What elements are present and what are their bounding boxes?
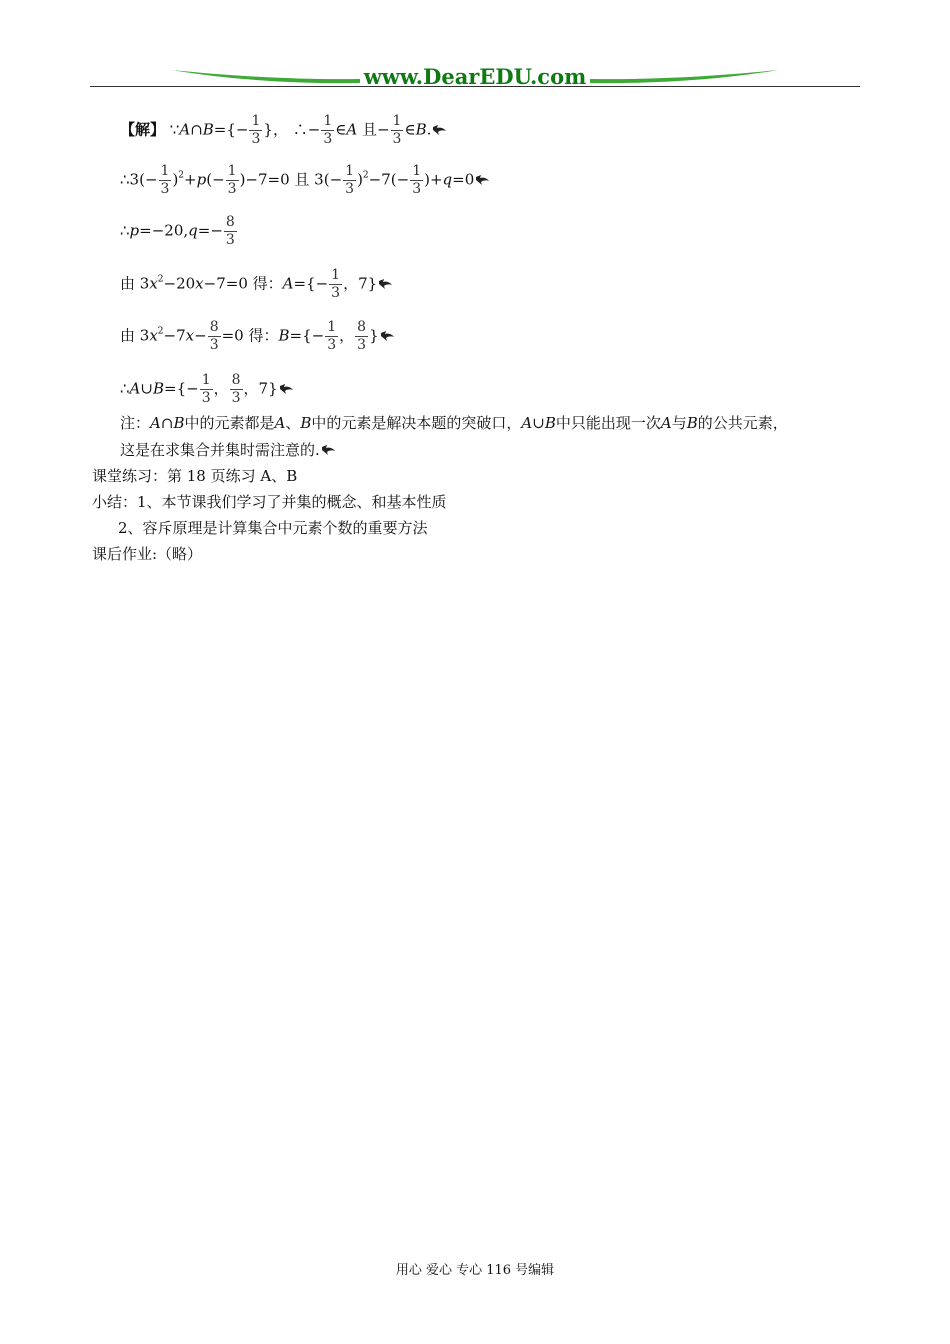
denominator: 3 (231, 390, 241, 406)
numerator: 1 (327, 319, 337, 335)
solution-line-3 (120, 214, 238, 249)
fraction (159, 163, 172, 198)
numerator: 1 (251, 113, 261, 129)
text-run: )+ (424, 170, 443, 189)
text-run: 中的元素都是 (184, 414, 275, 432)
text-run: (− (206, 170, 225, 189)
variable-q: q (188, 221, 198, 240)
text-run: 注： (120, 414, 151, 432)
numerator: 8 (231, 372, 241, 388)
paragraph-mark-icon (432, 124, 448, 136)
set-b: B (202, 120, 214, 139)
fraction (325, 319, 338, 354)
set-b: B (152, 379, 164, 398)
homework-line: 课后作业:（略） (92, 545, 203, 563)
solution-label: 【解】 (120, 120, 166, 139)
union-symbol: ∪ (140, 379, 153, 398)
text-run: + (184, 170, 197, 189)
set-b: B (173, 414, 185, 432)
text-run: 且− (357, 120, 390, 139)
text-run: ) (172, 170, 179, 189)
variable-q: q (442, 170, 453, 189)
summary-line-1: 小结：1、本节课我们学习了并集的概念、和基本性质 (92, 493, 447, 511)
numerator: 1 (160, 163, 170, 179)
paragraph-mark-icon (475, 174, 491, 186)
set-b: B (300, 414, 312, 432)
header-rule (90, 86, 860, 87)
set-a: A (282, 274, 294, 293)
text-run: ，7} (243, 379, 278, 398)
page-footer: 用心 爱心 专心 116 号编辑 (395, 1263, 555, 1278)
numerator: 8 (225, 214, 235, 230)
set-b: B (544, 414, 556, 432)
paragraph-mark-icon (378, 278, 394, 290)
text-run: )−7=0 且 3(− (239, 170, 343, 189)
text-run: ) (357, 170, 363, 189)
text-run: } (369, 326, 379, 345)
variable-x: x (149, 274, 158, 293)
fraction (410, 163, 423, 198)
text-run: ， (213, 379, 229, 398)
set-a: A (346, 120, 358, 139)
element-of-symbol: ∈ (335, 120, 347, 139)
therefore-symbol: ∴ (120, 221, 130, 240)
exponent: 2 (362, 170, 369, 181)
intersection-symbol: ∩ (190, 120, 203, 139)
text-run: =0 得： (221, 326, 279, 345)
numerator: 8 (357, 319, 367, 335)
denominator: 3 (251, 131, 261, 147)
numerator: 8 (209, 319, 219, 335)
summary-line-2: 2、容斥原理是计算集合中元素个数的重要方法 (118, 519, 428, 537)
fraction (355, 319, 368, 354)
fraction (343, 163, 356, 198)
union-symbol: ∪ (532, 414, 545, 432)
text-run: =− (197, 221, 223, 240)
text-run: ={− (289, 326, 325, 345)
fraction (230, 372, 243, 407)
set-a: A (150, 414, 161, 432)
header-logo-text: www.DearEDU.com (363, 64, 587, 89)
numerator: 1 (201, 372, 211, 388)
set-a: A (129, 379, 141, 398)
denominator: 3 (160, 181, 170, 197)
text-run: ={− (293, 274, 329, 293)
set-a: A (179, 120, 191, 139)
text-run: =0 (452, 170, 475, 189)
text-run: }， (263, 120, 288, 139)
variable-p: p (196, 170, 207, 189)
therefore-symbol: ∴ (120, 379, 130, 398)
because-symbol: ∵ (169, 120, 180, 139)
denominator: 3 (323, 131, 333, 147)
denominator: 3 (201, 390, 211, 406)
element-of-symbol: ∈ (404, 120, 416, 139)
numerator: 1 (227, 163, 237, 179)
text-run: −7 (163, 326, 186, 345)
text-run: − (194, 326, 207, 345)
therefore-symbol: ∴− (292, 120, 321, 139)
denominator: 3 (225, 232, 235, 248)
variable-x: x (185, 326, 195, 345)
set-a: A (521, 414, 533, 432)
variable-p: p (129, 221, 140, 240)
text-run: ∴3(− (120, 170, 158, 189)
solution-line-1 (120, 113, 448, 148)
text-run: ， (339, 326, 355, 345)
intersection-symbol: ∩ (160, 414, 174, 432)
paragraph-mark-icon (321, 444, 337, 456)
text-run: . (426, 120, 432, 139)
paragraph-mark-icon (279, 383, 295, 395)
text-run: ，7} (343, 274, 378, 293)
exponent: 2 (157, 274, 164, 285)
denominator: 3 (331, 285, 341, 301)
fraction (249, 113, 262, 148)
denominator: 3 (327, 337, 337, 353)
fraction (200, 372, 213, 407)
text-run: 、 (285, 414, 301, 432)
set-a: A (660, 414, 672, 432)
exponent: 2 (178, 170, 185, 181)
text-run: −7(− (368, 170, 410, 189)
variable-x: x (149, 326, 158, 345)
solution-line-4 (120, 267, 394, 302)
numerator: 1 (392, 113, 402, 129)
denominator: 3 (345, 181, 355, 197)
denominator: 3 (392, 131, 402, 147)
text-run: −7=0 得： (203, 274, 283, 293)
practice-line: 课堂练习：第 18 页练习 A、B (92, 467, 298, 485)
solution-line-6 (120, 372, 295, 407)
text-run: 由 3 (120, 326, 150, 345)
numerator: 1 (345, 163, 355, 179)
denominator: 3 (357, 337, 367, 353)
denominator: 3 (227, 181, 237, 197)
text-run: 中只能出现一次 (555, 414, 661, 432)
note-line-1 (120, 414, 788, 432)
solution-line-5 (120, 319, 396, 354)
text-run: 这是在求集合并集时需注意的. (120, 441, 320, 459)
denominator: 3 (209, 337, 219, 353)
text-run: ={− (164, 379, 199, 398)
set-a: A (274, 414, 286, 432)
exponent: 2 (157, 326, 164, 337)
numerator: 1 (323, 113, 333, 129)
text-run: 由 3 (120, 274, 150, 293)
fraction (329, 267, 342, 302)
fraction (321, 113, 334, 148)
text-run: 与 (671, 414, 687, 432)
note-line-2 (120, 441, 337, 459)
fraction (208, 319, 221, 354)
set-b: B (415, 120, 427, 139)
numerator: 1 (412, 163, 422, 179)
paragraph-mark-icon (380, 330, 396, 342)
text-run: −20 (163, 274, 196, 293)
solution-line-2 (120, 163, 491, 198)
numerator: 1 (331, 267, 341, 283)
text-run: ={− (213, 120, 249, 139)
set-b: B (686, 414, 698, 432)
fraction (226, 163, 239, 198)
fraction (224, 214, 237, 249)
denominator: 3 (412, 181, 422, 197)
text-run: =−20, (139, 221, 189, 240)
variable-x: x (195, 274, 204, 293)
text-run: 中的元素是解决本题的突破口， (311, 414, 522, 432)
text-run: 的公共元素， (697, 414, 788, 432)
fraction (391, 113, 404, 148)
set-b: B (278, 326, 290, 345)
